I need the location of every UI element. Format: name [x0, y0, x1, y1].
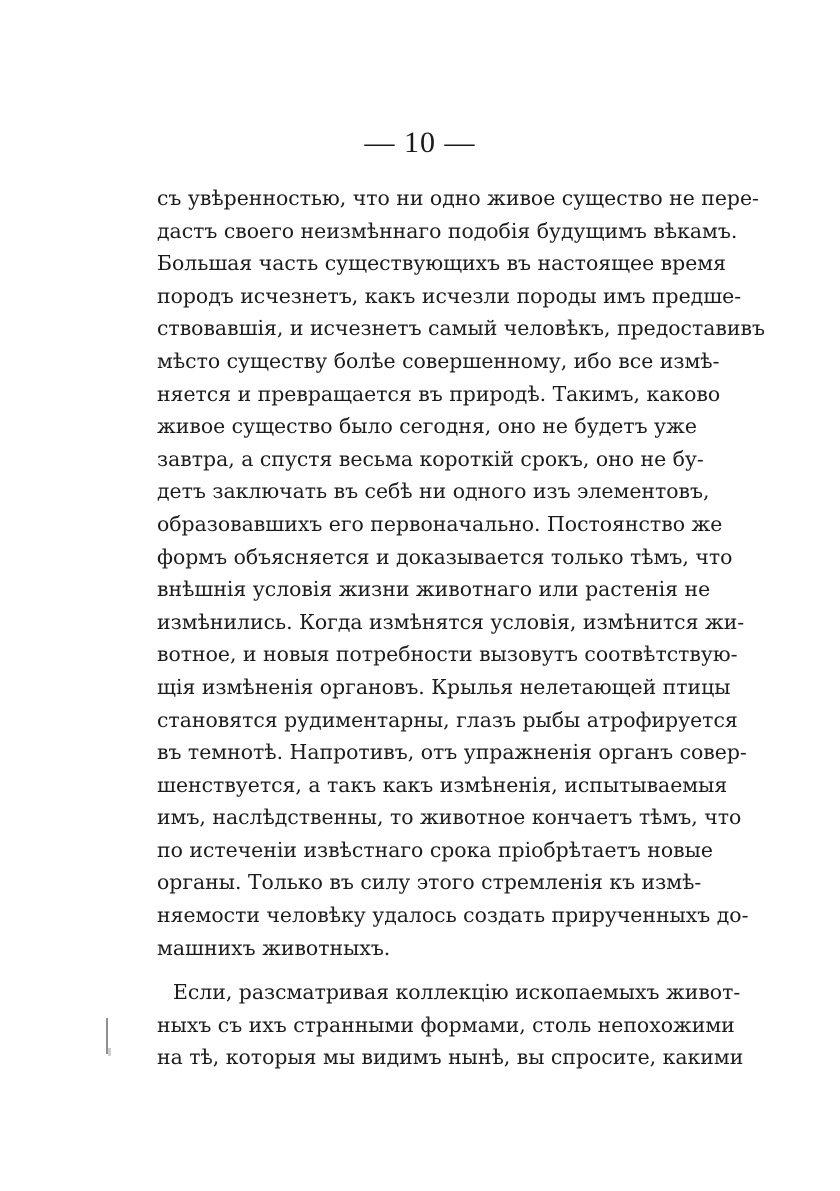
- text-line: детъ заключать въ себѣ ни одного изъ элементовъ,: [157, 479, 710, 504]
- text-line: въ темнотѣ. Напротивъ, отъ упражненія органъ совер-: [157, 740, 747, 765]
- text-line: имъ, наслѣдственны, то животное кончаетъ тѣмъ, что: [157, 805, 742, 830]
- text-line: на тѣ, которыя мы видимъ нынѣ, вы спросите, какими: [157, 1045, 744, 1070]
- text-line: живое существо было сегодня, оно не будетъ уже: [157, 414, 697, 439]
- text-line: няется и превращается въ природѣ. Такимъ, каково: [157, 381, 721, 406]
- text-line: Большая часть существующихъ въ настоящее время: [157, 251, 726, 276]
- text-line: щія измѣненія органовъ. Крылья нелетающей птицы: [157, 674, 731, 699]
- text-line: Если, разсматривая коллекцію ископаемыхъ живот-: [173, 980, 741, 1005]
- margin-ink-mark: [106, 1018, 108, 1054]
- text-line: по истеченіи извѣстнаго срока пріобрѣтаетъ новые: [157, 837, 713, 862]
- text-line: измѣнились. Когда измѣнятся условія, измѣнится жи-: [157, 609, 745, 634]
- text-line: ныхъ съ ихъ странными формами, столь непохожими: [157, 1012, 735, 1037]
- text-line: шенствуется, а такъ какъ измѣненія, испытываемыя: [157, 772, 728, 797]
- text-line: формъ объясняется и доказывается только тѣмъ, что: [157, 544, 733, 569]
- paragraph-gap: [157, 964, 681, 976]
- text-line: становятся рудиментарны, глазъ рыбы атрофируется: [157, 707, 738, 732]
- text-line: образовавшихъ его первоначально. Постоянство же: [157, 511, 723, 536]
- text-line: няемости человѣку удалось создать прирученныхъ до-: [157, 903, 749, 928]
- text-line: органы. Только въ силу этого стремленія къ измѣ-: [157, 870, 702, 895]
- page-number: — 10 —: [364, 126, 476, 159]
- text-line: машнихъ животныхъ.: [157, 935, 391, 960]
- text-line: ствовавшія, и исчезнетъ самый человѣкъ, предоставивъ: [157, 316, 765, 341]
- text-line: съ увѣренностью, что ни одно живое существо не пере-: [157, 186, 759, 210]
- text-line: мѣсто существу болѣе совершенному, ибо все измѣ-: [157, 348, 720, 373]
- paragraph-2: [157, 976, 744, 1074]
- paragraph-1: [157, 182, 765, 964]
- body-text: [157, 182, 765, 1074]
- text-line: дастъ своего неизмѣннаго подобія будущимъ вѣкамъ.: [157, 218, 738, 243]
- text-line: завтра, а спустя весьма короткій срокъ, оно не бу-: [157, 446, 704, 471]
- text-line: внѣшнія условія жизни животнаго или растенія не: [157, 577, 711, 602]
- text-line: породъ исчезнетъ, какъ исчезли породы имъ предше-: [157, 283, 742, 308]
- text-line: вотное, и новыя потребности вызовутъ соотвѣтствую-: [157, 642, 738, 667]
